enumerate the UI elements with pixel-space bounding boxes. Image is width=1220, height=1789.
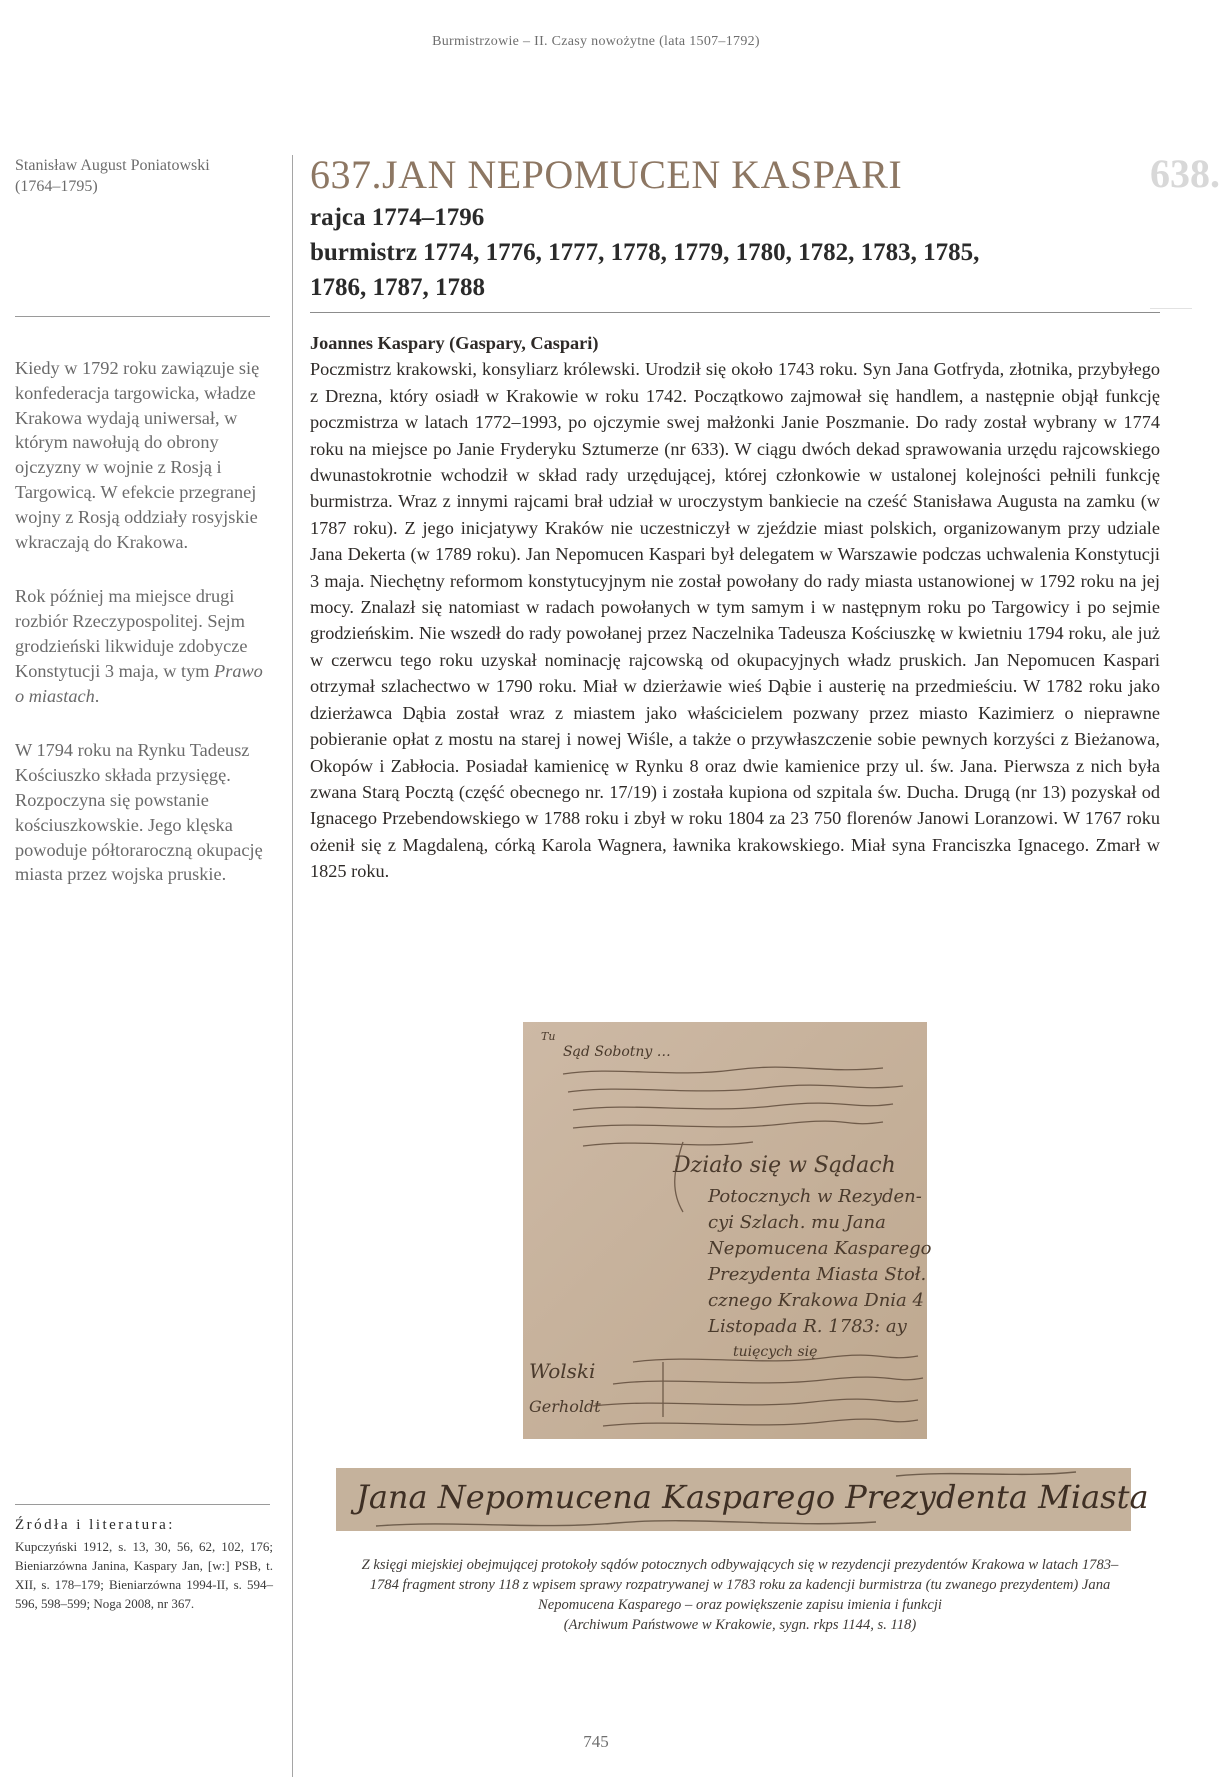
title-divider: [310, 312, 1160, 313]
manuscript-line: tuięcych się: [733, 1344, 818, 1360]
sidebar-paragraph: W 1794 roku na Rynku Tadeusz Kościuszko składa przysięgę. Rozpoczyna się powstanie kościuszkowskie. Jego klęska powoduje półtoraroczną okupację miasta przez wojska pruskie.: [15, 740, 263, 885]
enlarged-fragment-text: Jana Nepomucena Kasparego Prezydenta Miasta: [356, 1478, 1149, 1516]
manuscript-page: [523, 1022, 932, 1439]
councillor-term: rajca 1774–1796: [310, 204, 485, 231]
caption-archive: (Archiwum Państwowe w Krakowie, sygn. rkps 1144, s. 118): [563, 1617, 917, 1633]
manuscript-line: Tu: [541, 1030, 556, 1043]
enlarged-fragment-svg: [336, 1468, 1149, 1531]
left-divider: [15, 316, 270, 317]
reign-label: [15, 155, 270, 197]
mayor-years: burmistrz 1774, 1776, 1777, 1778, 1779, 1780, 1782, 1783, 1785,: [310, 239, 980, 266]
adjacent-page-bleed: 638.: [1150, 150, 1192, 350]
manuscript-line: Wolski: [529, 1359, 596, 1383]
manuscript-line: cyi Szlach. mu Jana: [708, 1212, 886, 1233]
running-head: Burmistrzowie – II. Czasy nowożytne (lata 1507–1792): [432, 34, 760, 49]
offices-held: [310, 200, 1160, 305]
entry-title: [310, 151, 1170, 199]
manuscript-line: Listopada R. 1783: ay: [708, 1316, 907, 1337]
figure-caption: [355, 1555, 1125, 1635]
reign-years: (1764–1795): [15, 178, 98, 195]
name-variants: Joannes Kaspary (Gaspary, Caspari): [310, 333, 599, 353]
manuscript-line: Sąd Sobotny …: [563, 1044, 671, 1060]
historical-sidebar: [15, 356, 270, 917]
reign-name: Stanisław August Poniatowski: [15, 157, 210, 174]
sources-divider: [15, 1504, 270, 1505]
sources-text: Kupczyński 1912, s. 13, 30, 56, 62, 102, 176; Bieniarzówna Janina, Kaspary Jan, [w:] PSB, t. XII, s. 178–179; Bieniarzówna 1994-II, s. 594–596, 598–599; Noga 2008, nr 367.: [15, 1539, 273, 1611]
biography: [310, 330, 1160, 885]
manuscript-line: Działo się w Sądach: [673, 1153, 896, 1178]
manuscript-line: Gerholdt: [529, 1397, 601, 1416]
sources-block: [15, 1516, 273, 1613]
sidebar-paragraph: Kiedy w 1792 roku zawiązuje się konfederacja targowicka, władze Krakowa wydają uniwersał, w którym nawołują do obrony ojczyzny w wojnie z Rosją i Targowicą. W efekcie przegranej wojny z Rosją oddziały rosyjskie wkraczają do Krakowa.: [15, 358, 260, 552]
entry-name: JAN NEPOMUCEN KASPARI: [382, 152, 903, 197]
mayor-years-cont: 1786, 1787, 1788: [310, 274, 485, 301]
column-divider: [292, 155, 293, 1777]
biography-text: Poczmistrz krakowski, konsyliarz królewski. Urodził się około 1743 roku. Syn Jana Gotfryda, złotnika, przybyłego z Drezna, który osiadł w Krakowie w roku 1742. Początkowo zajmował się handlem, a następnie objął funkcję poczmistrza w latach 1772–1993, po ojczymie swej małżonki Janie Poszmanie. Do rady został wybrany w 1774 roku na miejsce po Janie Fryderyku Sztumerze (nr 633). W ciągu dwóch dekad sprawowania urzędu rajcowskiego dwunastokrotnie wchodził w skład rady urzędującej, której członkowie w ustalonej kolejności pełnili funkcję burmistrza. Wraz z innymi rajcami brał udział w uroczystym bankiecie na cześć Stanisława Augusta na zamku (w 1787 roku). Z jego inicjatywy Kraków nie uczestniczył w zjeździe miast polskich, organizowanym przy udziale Jana Dekerta (w 1789 roku). Jan Nepomucen Kaspari był delegatem w Warszawie podczas uchwalenia Konstytucji 3 maja. Niechętny reformom konstytucyjnym nie został powołany do rady miasta ustanowionej w 1792 roku na jej mocy. Znalazł się natomiast w radach powołanych w tym samym i w następnym roku po Targowicy i po sejmie grodzieńskim. Nie wszedł do rady powołanej przez Naczelnika Tadeusza Kościuszkę w kwietniu 1794 roku, ale już w czerwcu tego roku uzyskał nominację rajcowską od okupacyjnych władz pruskich. Jan Nepomucen Kaspari otrzymał szlachectwo w 1790 roku. Miał w dzierżawie wieś Dąbie i austerię na przedmieściu. W 1782 roku jako dzierżawca Dąbia został wraz z miastem jako właścicielem pozwany przez miasto Kazimierz o nieprawne pobieranie opłat z mostu na starej i nowej Wiśle, a także o przywłaszczenie sobie pewnych korzyści z Bieżanowa, Okopów i Zabłocia. Posiadał kamienicę w Rynku 8 oraz dwie kamienice przy ul. św. Jana. Pierwsza z nich była zwana Starą Pocztą (część obecnego nr. 17/19) i została kupiona od szpitala św. Ducha. Drugą (nr 13) pozyskał od Ignacego Przebendowskiego w 1788 roku i zbył w roku 1804 za 23 750 florenów Janowi Loranzowi. W 1767 roku ożenił się z Magdaleną, córką Karola Wagnera, ławnika krakowskiego. Miał syna Franciszka Ignacego. Zmarł w 1825 roku.: [310, 359, 1160, 882]
manuscript-line: cznego Krakowa Dnia 4: [708, 1290, 924, 1311]
manuscript-line: Prezydenta Miasta Stoł.: [708, 1264, 927, 1285]
entry-number: 637.: [310, 152, 382, 197]
manuscript-line: Nepomucena Kasparego: [708, 1238, 932, 1259]
sidebar-paragraph: Rok później ma miejsce drugi rozbiór Rzeczypospolitej. Sejm grodzieński likwiduje zdobycze Konstytucji 3 maja, w tym Prawo o miastach.: [15, 586, 263, 706]
caption-main: Z księgi miejskiej obejmującej protokoły sądów potocznych odbywających się w rezydencji prezydentów Krakowa w latach 1783–1784 fragment strony 118 z wpisem sprawy rozpatrywanej w 1783 roku za kadencji burmistrza (tu zwanego prezydentem) Jana Nepomucena Kasparego – oraz powiększenie zapisu imienia i funkcji: [361, 1557, 1119, 1613]
page-number: 745: [583, 1732, 609, 1751]
manuscript-line: Potocznych w Rezyden-: [708, 1186, 922, 1207]
manuscript-image: [523, 1022, 932, 1439]
sources-title: Źródła i literatura:: [15, 1517, 175, 1533]
enlarged-fragment: [336, 1468, 1149, 1531]
